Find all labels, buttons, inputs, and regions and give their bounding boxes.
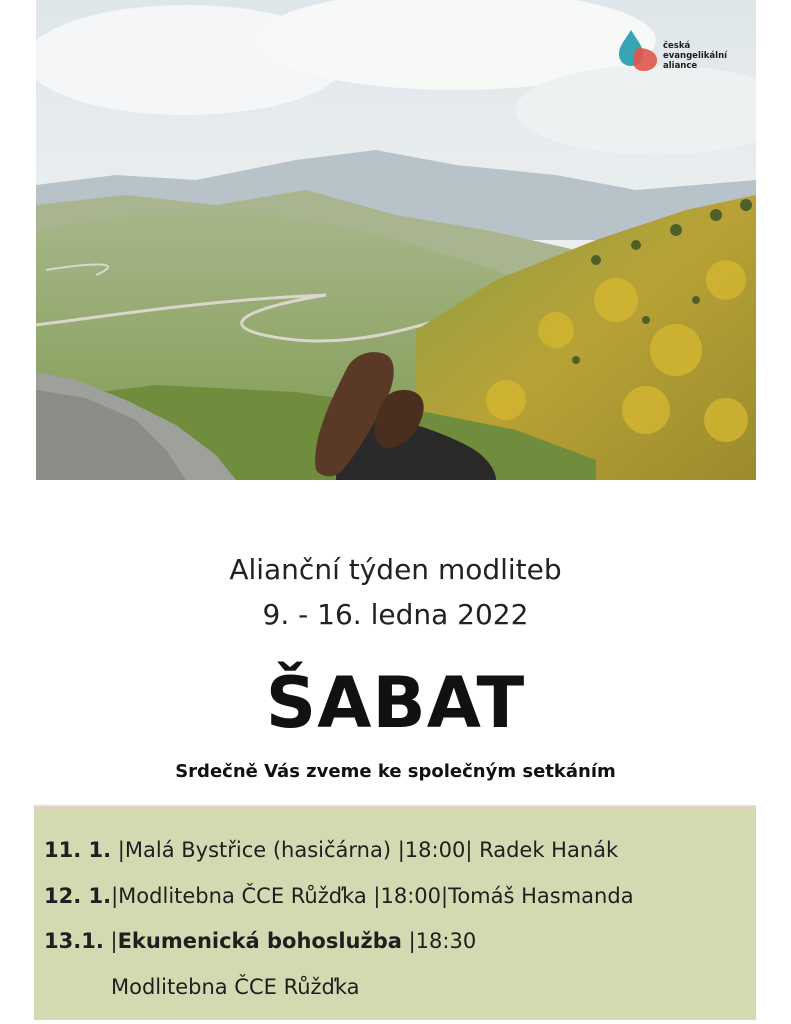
schedule-date: 11. 1. [44,838,112,862]
schedule-time: |18:30 [401,929,477,953]
schedule-details: |Modlitebna ČCE Růžďka |18:00|Tomáš Hasmanda [111,884,634,908]
schedule-row [111,973,360,1001]
schedule-date: 13.1. [44,929,104,953]
logo-line: aliance [663,61,698,71]
event-title: Alianční týden modliteb [229,553,562,586]
schedule-details: Modlitebna ČCE Růžďka [111,975,360,999]
event-dates: 9. - 16. ledna 2022 [262,598,529,631]
invitation-text: Srdečně Vás zveme ke společným setkáním [175,761,616,782]
alliance-logo-icon [617,28,661,72]
schedule-row [44,927,476,955]
headline: ŠABAT [265,662,526,744]
logo-wordmark [663,41,727,71]
logo-line: česká [663,41,691,51]
schedule-separator: | [110,929,118,953]
schedule-row [44,882,634,910]
schedule-box [34,805,756,1020]
schedule-date: 12. 1. [44,884,112,908]
logo [617,28,737,74]
logo-line: evangelikální [663,51,728,61]
schedule-event: Ekumenická bohoslužba [117,929,402,953]
schedule-details: |Malá Bystřice (hasičárna) |18:00| Radek Hanák [117,838,619,862]
schedule-row [44,836,618,864]
